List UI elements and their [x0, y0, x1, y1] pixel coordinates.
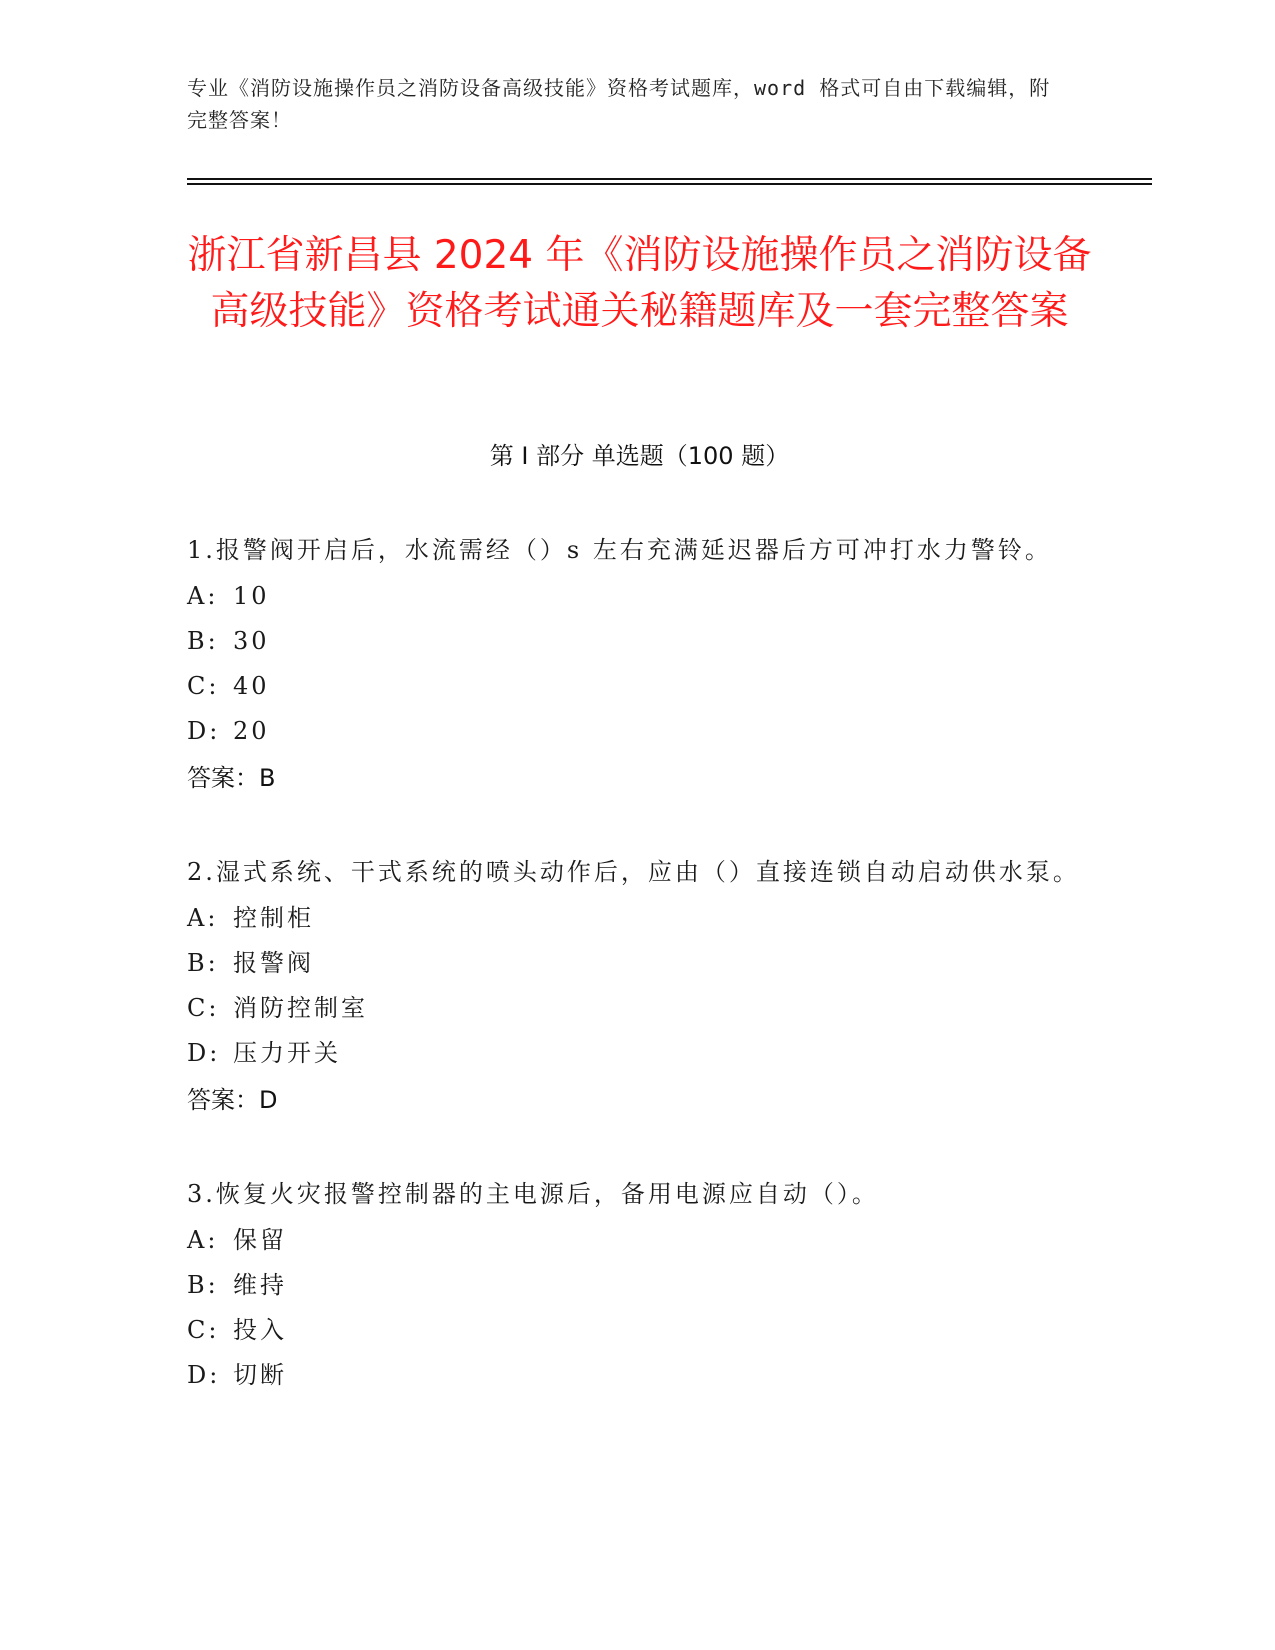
option-b [187, 619, 1082, 664]
option-text: 40 [233, 672, 270, 700]
option-a [187, 574, 1082, 619]
option-text: 保留 [233, 1226, 287, 1254]
question-stem: 2.湿式系统、干式系统的喷头动作后，应由（）直接连锁自动启动供水泵。 [187, 858, 1080, 886]
header-divider-top [187, 178, 1152, 180]
option-text: 报警阀 [233, 949, 314, 977]
question-stem: 3.恢复火灾报警控制器的主电源后，备用电源应自动（）。 [187, 1180, 879, 1208]
option-text: 消防控制室 [233, 994, 368, 1022]
question-item [187, 1172, 1082, 1398]
option-text: 维持 [233, 1271, 287, 1299]
header-note: 专业《消防设施操作员之消防设备高级技能》资格考试题库，word 格式可自由下载编辑，附完整答案！ [187, 76, 1051, 132]
option-text: 切断 [233, 1361, 287, 1389]
option-key: B: [187, 627, 219, 655]
option-key: B: [187, 949, 219, 977]
option-text: 投入 [233, 1316, 287, 1344]
option-d [187, 709, 1082, 754]
answer-line: 答案：B [187, 764, 276, 792]
option-key: C: [187, 1316, 220, 1344]
option-key: D: [187, 1039, 221, 1067]
header-divider-bottom [187, 183, 1152, 185]
option-a [187, 1218, 1082, 1263]
option-key: D: [187, 1361, 221, 1389]
question-item [187, 850, 1082, 1124]
option-b [187, 941, 1082, 986]
option-text: 压力开关 [233, 1039, 341, 1067]
option-key: A: [187, 582, 219, 610]
option-text: 10 [233, 582, 270, 610]
option-key: A: [187, 1226, 219, 1254]
option-c [187, 664, 1082, 709]
option-c [187, 1308, 1082, 1353]
option-d [187, 1353, 1082, 1398]
option-a [187, 896, 1082, 941]
answer-line: 答案：D [187, 1086, 278, 1114]
question-list [187, 528, 1082, 1446]
question-item [187, 528, 1082, 802]
option-text: 20 [233, 717, 270, 745]
option-c [187, 986, 1082, 1031]
option-key: D: [187, 717, 221, 745]
section-heading: 第 I 部分 单选题（100 题） [489, 442, 790, 470]
option-d [187, 1031, 1082, 1076]
option-key: C: [187, 672, 220, 700]
option-b [187, 1263, 1082, 1308]
option-key: B: [187, 1271, 219, 1299]
question-stem: 1.报警阀开启后，水流需经（）s 左右充满延迟器后方可冲打水力警铃。 [187, 536, 1052, 564]
option-text: 30 [233, 627, 270, 655]
option-key: C: [187, 994, 220, 1022]
document-title: 浙江省新昌县 2024 年《消防设施操作员之消防设备高级技能》资格考试通关秘籍题库及一套完整答案 [187, 233, 1092, 334]
option-key: A: [187, 904, 219, 932]
option-text: 控制柜 [233, 904, 314, 932]
